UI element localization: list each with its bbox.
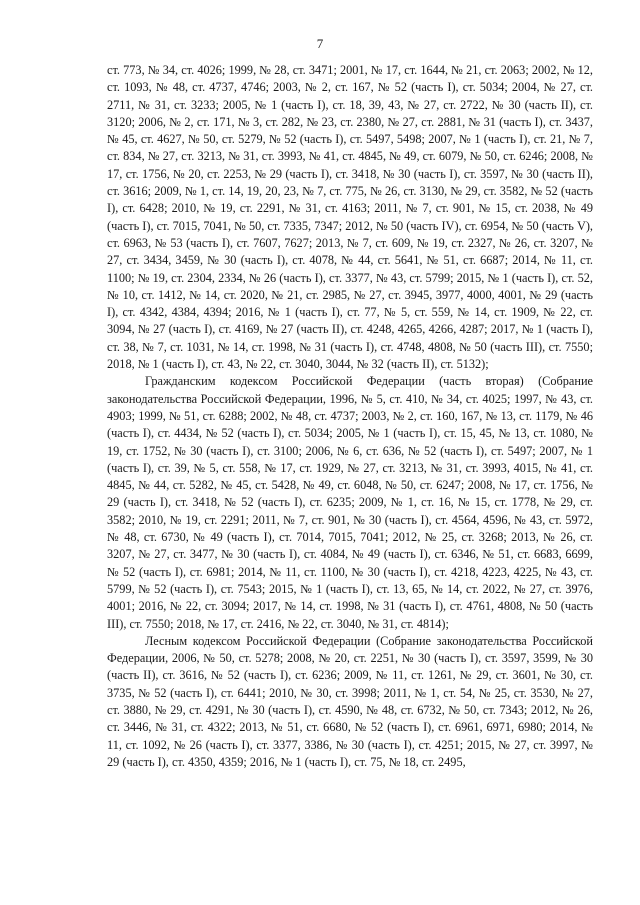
- paragraph-civil-code-part-two: Гражданским кодексом Российской Федерации (часть вторая) (Собрание законодательства Российской Федерации, 1996, № 5, ст. 410, № 34, ст. 4025; 1997, № 43, ст. 4903; 1999, № 51, ст. 6288; 2002, № 48, ст. 4737; 2003, № 2, ст. 160, 167, № 13, ст. 1179, № 46 (часть I), ст. 4434, № 52 (часть I), ст. 5034; 2005, № 1 (часть I), ст. 15, 45, № 13, ст. 1080, № 19, ст. 1752, № 30 (часть I), ст. 3100; 2006, № 6, ст. 636, № 52 (часть I), ст. 5497; 2007, № 1 (часть I), ст. 39, № 5, ст. 558, № 17, ст. 1929, № 27, ст. 3213, № 31, ст. 3993, 4015, № 41, ст. 4845, № 44, ст. 5282, № 45, ст. 5428, № 49, ст. 6048, № 50, ст. 6247; 2008, № 17, ст. 1756, № 29 (часть I), ст. 3418, № 52 (часть I), ст. 6235; 2009, № 1, ст. 16, № 15, ст. 1778, № 29, ст. 3582; 2010, № 19, ст. 2291; 2011, № 7, ст. 901, № 30 (часть I), ст. 4564, 4596, № 43, ст. 5972, № 48, ст. 6730, № 49 (часть I), ст. 7014, 7015, 7041; 2012, № 25, ст. 3268; 2013, № 26, ст. 3207, № 27, ст. 3477, № 30 (часть I), ст. 4084, № 49 (часть I), ст. 6346, № 51, ст. 6683, 6699, № 52 (часть I), ст. 6981; 2014, № 11, ст. 1100, № 30 (часть I), ст. 4218, 4223, 4225, № 43, ст. 5799, № 52 (часть I), ст. 7543; 2015, № 1 (часть I), ст. 13, 65, № 14, ст. 2022, № 27, ст. 3976, 4001; 2016, № 22, ст. 3094; 2017, № 14, ст. 1998, № 31 (часть I), ст. 4761, 4808, № 50 (часть III), ст. 7550; 2018, № 17, ст. 2416, № 22, ст. 3040, № 31, ст. 4814);: [107, 374, 593, 631]
- paragraph-legal-references-continued: ст. 773, № 34, ст. 4026; 1999, № 28, ст. 3471; 2001, № 17, ст. 1644, № 21, ст. 2063; 2002, № 12, ст. 1093, № 48, ст. 4737, 4746; 2003, № 2, ст. 167, № 52 (часть I), ст. 5034; 2004, № 27, ст. 2711, № 31, ст. 3233; 2005, № 1 (часть I), ст. 18, 39, 43, № 27, ст. 2722, № 30 (часть II), ст. 3120; 2006, № 2, ст. 171, № 3, ст. 282, № 23, ст. 2380, № 27, ст. 2881, № 31 (часть I), ст. 3437, № 45, ст. 4627, № 50, ст. 5279, № 52 (часть I), ст. 5497, 5498; 2007, № 1 (часть I), ст. 21, № 7, ст. 834, № 27, ст. 3213, № 31, ст. 3993, № 41, ст. 4845, № 49, ст. 6079, № 50, ст. 6246; 2008, № 17, ст. 1756, № 20, ст. 2253, № 29 (часть I), ст. 3418, № 30 (часть I), ст. 3597, № 30 (часть II), ст. 3616; 2009, № 1, ст. 14, 19, 20, 23, № 7, ст. 775, № 26, ст. 3130, № 29, ст. 3582, № 52 (часть I), ст. 6428; 2010, № 19, ст. 2291, № 31, ст. 4163; 2011, № 7, ст. 901, № 15, ст. 2038, № 49 (часть I), ст. 7015, 7041, № 50, ст. 7335, 7347; 2012, № 50 (часть IV), ст. 6954, № 50 (часть V), ст. 6963, № 53 (часть I), ст. 7607, 7627; 2013, № 7, ст. 609, № 19, ст. 2327, № 26, ст. 3207, № 27, ст. 3434, 3459, № 30 (часть I), ст. 4078, № 44, ст. 5641, № 51, ст. 6687; 2014, № 11, ст. 1100; № 19, ст. 2304, 2334, № 26 (часть I), ст. 3377, № 43, ст. 5799; 2015, № 1 (часть I), ст. 52, № 10, ст. 1412, № 14, ст. 2020, № 21, ст. 2985, № 27, ст. 3945, 3977, 4000, 4001, № 29 (часть I), ст. 4342, 4384, 4394; 2016, № 1 (часть I), ст. 77, № 5, ст. 559, № 14, ст. 1909, № 22, ст. 3094, № 27 (часть I), ст. 4169, № 27 (часть II), ст. 4248, 4265, 4266, 4287; 2017, № 1 (часть I), ст. 38, № 7, ст. 1031, № 14, ст. 1998, № 31 (часть I), ст. 4748, 4808, № 50 (часть III), ст. 7550; 2018, № 1 (часть I), ст. 43, № 22, ст. 3040, 3044, № 32 (часть II), ст. 5132);: [107, 63, 593, 372]
- document-body: [107, 62, 593, 771]
- paragraph-forest-code: Лесным кодексом Российской Федерации (Собрание законодательства Российской Федерации, 2006, № 50, ст. 5278; 2008, № 20, ст. 2251, № 30 (часть I), ст. 3597, 3599, № 30 (часть II), ст. 3616, № 52 (часть I), ст. 6236; 2009, № 11, ст. 1261, № 29, ст. 3601, № 30, ст. 3735, № 52 (часть I), ст. 6441; 2010, № 30, ст. 3998; 2011, № 1, ст. 54, № 25, ст. 3530, № 27, ст. 3880, № 29, ст. 4291, № 30 (часть I), ст. 4590, № 48, ст. 6732, № 50, ст. 7343; 2012, № 26, ст. 3446, № 31, ст. 4322; 2013, № 51, ст. 6680, № 52 (часть I), ст. 6961, 6971, 6980; 2014, № 11, ст. 1092, № 26 (часть I), ст. 3377, 3386, № 30 (часть I), ст. 4251; 2015, № 27, ст. 3997, № 29 (часть I), ст. 4350, 4359; 2016, № 1 (часть I), ст. 75, № 18, ст. 2495,: [107, 633, 593, 769]
- page-number: 7: [316, 36, 324, 51]
